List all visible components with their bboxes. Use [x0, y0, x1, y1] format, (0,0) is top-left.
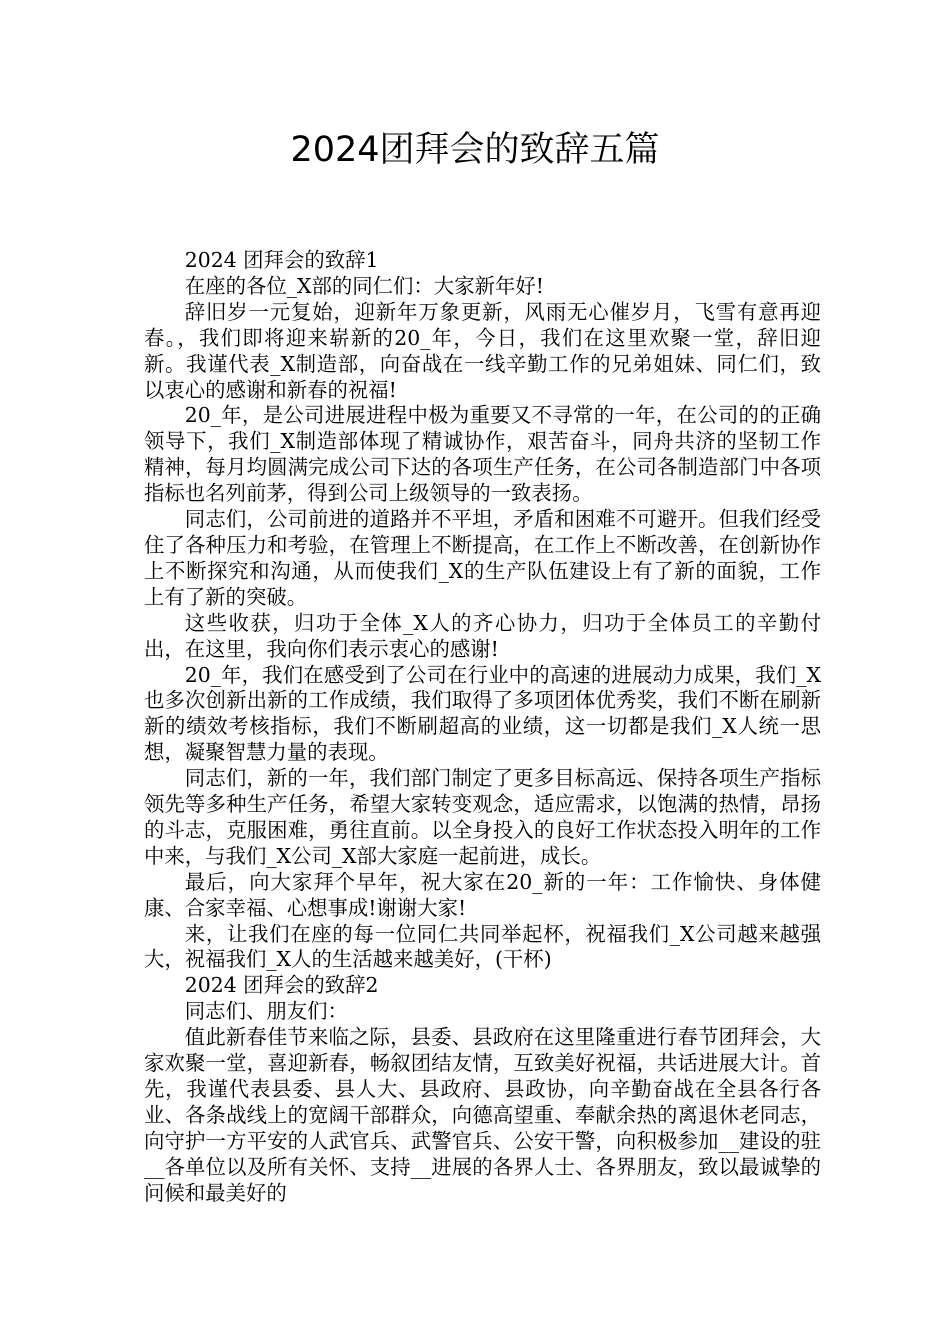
paragraph: 20_年，我们在感受到了公司在行业中的高速的进展动力成果，我们_X也多次创新出新的工作成绩，我们取得了多项团体优秀奖，我们不断在刷新新的绩效考核指标，我们不断刷超高的业绩，这一切都是我们_X人统一思想，凝聚智慧力量的表现。: [144, 662, 821, 765]
document-title: 2024团拜会的致辞五篇: [290, 130, 660, 170]
paragraph: 这些收获，归功于全体_X人的齐心协力，归功于全体员工的辛勤付出，在这里，我向你们表示衷心的感谢!: [144, 610, 821, 661]
paragraph: 同志们，新的一年，我们部门制定了更多目标高远、保持各项生产指标领先等多种生产任务，希望大家转变观念，适应需求，以饱满的热情，昂扬的斗志，克服困难，勇往直前。以全身投入的良好工作状态投入明年的工作中来，与我们_X公司_X部大家庭一起前进，成长。: [144, 766, 821, 868]
paragraph: 辞旧岁一元复始，迎新年万象更新，风雨无心催岁月，飞雪有意再迎春。，我们即将迎来崭新的20_年，今日，我们在这里欢聚一堂，辞旧迎新。我谨代表_X制造部，向奋战在一线辛勤工作的兄弟姐妹、同仁们，致以衷心的感谢和新春的祝福!: [144, 299, 821, 402]
section-heading-2: 2024 团拜会的致辞2: [184, 973, 379, 998]
paragraph: 20_年，是公司进展进程中极为重要又不寻常的一年，在公司的的正确领导下，我们_X制造部体现了精诚协作，艰苦奋斗，同舟共济的坚韧工作精神，每月均圆满完成公司下达的各项生产任务，在公司各制造部门中各项指标也名列前茅，得到公司上级领导的一致表扬。: [144, 403, 821, 506]
salutation-2: 同志们、朋友们：: [184, 999, 348, 1024]
paragraph: 来，让我们在座的每一位同仁共同举起杯，祝福我们_X公司越来越强大，祝福我们_X人的生活越来越美好，(干杯): [144, 921, 821, 972]
section-heading-1: 2024 团拜会的致辞1: [184, 248, 379, 272]
salutation-1: 在座的各位_X部的同仁们：大家新年好!: [184, 273, 544, 298]
paragraph: 同志们，公司前进的道路并不平坦，矛盾和困难不可避开。但我们经受住了各种压力和考验，在管理上不断提高，在工作上不断改善，在创新协作上不断探究和沟通，从而使我们_X的生产队伍建设上有了新的面貌，工作上有了新的突破。: [144, 507, 821, 609]
paragraph: 值此新春佳节来临之际，县委、县政府在这里隆重进行春节团拜会，大家欢聚一堂，喜迎新春，畅叙团结友情，互致美好祝福，共话进展大计。首先，我谨代表县委、县人大、县政府、县政协，向辛勤奋战在全县各行各业、各条战线上的宽阔干部群众，向德高望重、奉献余热的离退休老同志，向守护一方平安的人武官兵、武警官兵、公安干警，向积极参加__建设的驻__各单位以及所有关怀、支持__进展的各界人士、各界朋友，致以最诚挚的问候和最美好的: [144, 1025, 821, 1205]
document-body: [144, 248, 821, 1207]
paragraph: 最后，向大家拜个早年，祝大家在20_新的一年：工作愉快、身体健康、合家幸福、心想事成!谢谢大家!: [144, 869, 821, 920]
